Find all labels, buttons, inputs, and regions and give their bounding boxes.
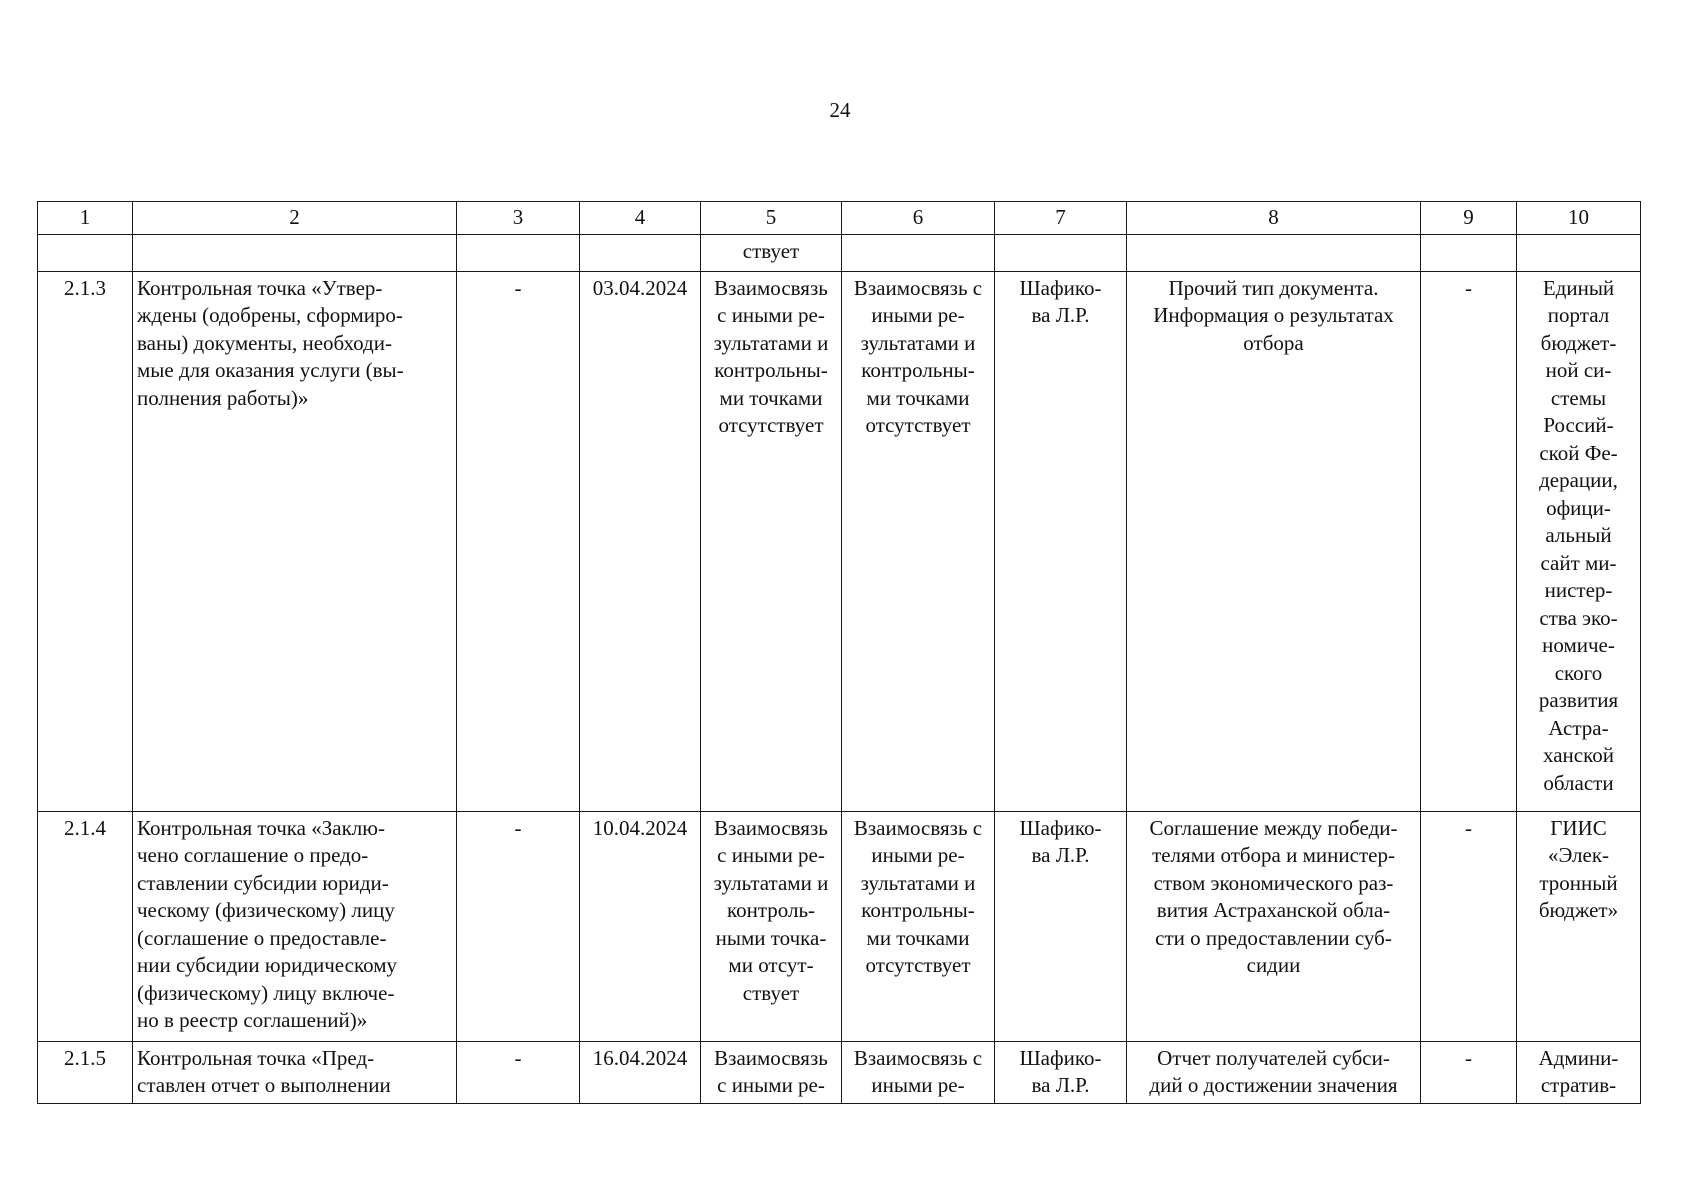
responsible-person: Шафико- ва Л.Р. bbox=[995, 271, 1127, 811]
continuation-cell-4 bbox=[580, 234, 701, 271]
column-header-8: 8 bbox=[1127, 202, 1421, 235]
column-header-9: 9 bbox=[1421, 202, 1517, 235]
row-number: 2.1.4 bbox=[38, 811, 133, 1041]
continuation-cell-8 bbox=[1127, 234, 1421, 271]
continuation-cell-5: ствует bbox=[701, 234, 842, 271]
continuation-row bbox=[38, 234, 1641, 271]
cell-col9: - bbox=[1421, 811, 1517, 1041]
continuation-cell-1 bbox=[38, 234, 133, 271]
relation-cell-6: Взаимосвязь с иными ре- bbox=[842, 1041, 995, 1103]
checkpoint-name: Контрольная точка «Утвер- ждены (одобрены, сформиро- ваны) документы, необходи- мые для оказания услуги (вы- полнения работы)» bbox=[133, 271, 457, 811]
column-header-5: 5 bbox=[701, 202, 842, 235]
cell-col9: - bbox=[1421, 271, 1517, 811]
column-header-7: 7 bbox=[995, 202, 1127, 235]
column-header-3: 3 bbox=[457, 202, 580, 235]
relation-cell-6: Взаимосвязь с иными ре- зультатами и контрольны- ми точками отсутствует bbox=[842, 271, 995, 811]
row-number: 2.1.3 bbox=[38, 271, 133, 811]
responsible-person: Шафико- ва Л.Р. bbox=[995, 811, 1127, 1041]
page-number: 24 bbox=[829, 98, 851, 122]
responsible-person: Шафико- ва Л.Р. bbox=[995, 1041, 1127, 1103]
row-number: 2.1.5 bbox=[38, 1041, 133, 1103]
column-header-2: 2 bbox=[133, 202, 457, 235]
checkpoint-date: 16.04.2024 bbox=[580, 1041, 701, 1103]
relation-cell-6: Взаимосвязь с иными ре- зультатами и контрольны- ми точками отсутствует bbox=[842, 811, 995, 1041]
cell-col3: - bbox=[457, 811, 580, 1041]
document-type: Соглашение между победи- телями отбора и министер- ством экономического раз- вития Астраханской обла- сти о предоставлении суб- сидии bbox=[1127, 811, 1421, 1041]
relation-cell-5: Взаимосвязь с иными ре- зультатами и контроль- ными точка- ми отсут- ствует bbox=[701, 811, 842, 1041]
information-system: Админи- стратив- bbox=[1517, 1041, 1641, 1103]
checkpoint-date: 10.04.2024 bbox=[580, 811, 701, 1041]
checkpoint-date: 03.04.2024 bbox=[580, 271, 701, 811]
relation-cell-5: Взаимосвязь с иными ре- зультатами и контрольны- ми точками отсутствует bbox=[701, 271, 842, 811]
header-row bbox=[38, 202, 1641, 235]
column-header-6: 6 bbox=[842, 202, 995, 235]
information-system: Единый портал бюджет- ной си- стемы Россий- ской Фе- дерации, офици- альный сайт ми- нистер- ства эко- номиче- ского развития Астра- ханской области bbox=[1517, 271, 1641, 811]
table-row bbox=[38, 1041, 1641, 1103]
continuation-cell-3 bbox=[457, 234, 580, 271]
table-row bbox=[38, 271, 1641, 811]
column-header-10: 10 bbox=[1517, 202, 1641, 235]
continuation-cell-9 bbox=[1421, 234, 1517, 271]
column-header-1: 1 bbox=[38, 202, 133, 235]
document-type: Прочий тип документа. Информация о результатах отбора bbox=[1127, 271, 1421, 811]
checkpoint-name: Контрольная точка «Пред- ставлен отчет о выполнении bbox=[133, 1041, 457, 1103]
relation-cell-5: Взаимосвязь с иными ре- bbox=[701, 1041, 842, 1103]
results-table bbox=[37, 201, 1641, 1104]
column-header-4: 4 bbox=[580, 202, 701, 235]
checkpoint-name: Контрольная точка «Заклю- чено соглашение о предо- ставлении субсидии юриди- ческому (физическому) лицу (соглашение о предоставле- нии субсидии юридическому (физическому) лицу включе- но в реестр соглашений)» bbox=[133, 811, 457, 1041]
continuation-cell-7 bbox=[995, 234, 1127, 271]
table-row bbox=[38, 811, 1641, 1041]
continuation-cell-2 bbox=[133, 234, 457, 271]
information-system: ГИИС «Элек- тронный бюджет» bbox=[1517, 811, 1641, 1041]
continuation-cell-10 bbox=[1517, 234, 1641, 271]
cell-col3: - bbox=[457, 1041, 580, 1103]
cell-col9: - bbox=[1421, 1041, 1517, 1103]
document-type: Отчет получателей субси- дий о достижении значения bbox=[1127, 1041, 1421, 1103]
cell-col3: - bbox=[457, 271, 580, 811]
continuation-cell-6 bbox=[842, 234, 995, 271]
